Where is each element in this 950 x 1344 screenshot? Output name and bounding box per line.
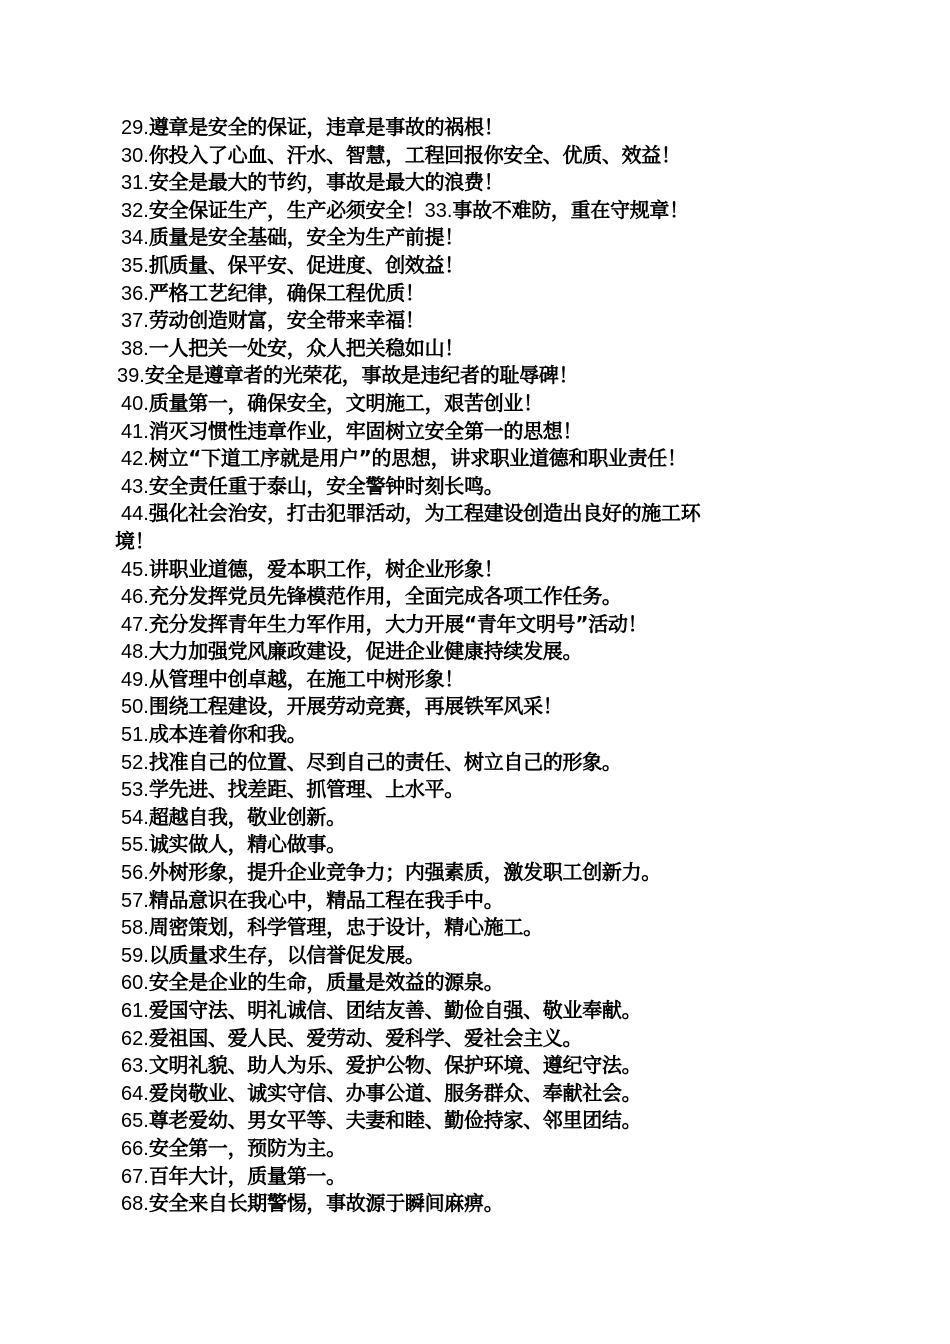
item-text: 安全保证生产，生产必须安全！ xyxy=(148,197,425,222)
list-item xyxy=(115,1135,845,1163)
item-number: 61. xyxy=(121,1000,149,1022)
item-text: 精品意识在我心中，精品工程在我手中。 xyxy=(148,887,504,912)
list-item xyxy=(115,859,845,887)
item-number: 38. xyxy=(121,337,149,360)
list-item xyxy=(115,252,845,280)
list-item xyxy=(115,169,845,197)
list-item xyxy=(115,666,845,694)
item-number: 62. xyxy=(121,1027,149,1050)
list-item xyxy=(115,528,845,556)
list-item xyxy=(115,473,845,501)
list-item xyxy=(115,1025,845,1053)
item-number: 54. xyxy=(121,806,149,829)
item-text: 成本连着你和我。 xyxy=(148,722,307,747)
item-number: 53. xyxy=(121,779,149,802)
item-number: 44. xyxy=(121,503,149,526)
item-text: 爱岗敬业、诚实守信、办事公道、服务群众、奉献社会。 xyxy=(148,1080,642,1105)
item-text: 强化社会治安，打击犯罪活动，为工程建设创造出良好的施工环 xyxy=(148,501,701,526)
list-item xyxy=(115,114,845,142)
item-text: 质量是安全基础，安全为生产前提！ xyxy=(148,225,465,250)
item-number: 51. xyxy=(121,724,149,747)
list-item xyxy=(115,749,845,777)
item-text: 境！ xyxy=(115,528,155,553)
item-number: 59. xyxy=(121,944,149,967)
list-item xyxy=(115,969,845,997)
list-item xyxy=(115,418,845,446)
list-item xyxy=(115,197,845,225)
item-text: 周密策划，科学管理，忠于设计，精心施工。 xyxy=(148,915,543,940)
list-item xyxy=(115,693,845,721)
item-number: 46. xyxy=(121,586,149,609)
item-number: 40. xyxy=(121,392,149,415)
item-text: 质量第一，确保安全，文明施工，艰苦创业！ xyxy=(148,390,543,415)
item-text: 消灭习惯性违章作业，牢固树立安全第一的思想！ xyxy=(148,418,583,443)
item-text: 外树形象，提升企业竞争力；内强素质，激发职工创新力。 xyxy=(148,860,662,885)
item-text: 严格工艺纪律，确保工程优质！ xyxy=(148,280,425,305)
item-text: 爱国守法、明礼诚信、团结友善、勤俭自强、敬业奉献。 xyxy=(148,998,642,1022)
list-item xyxy=(115,307,845,335)
list-item xyxy=(115,721,845,749)
item-number: 39. xyxy=(117,365,145,388)
item-text: 找准自己的位置、尽到自己的责任、树立自己的形象。 xyxy=(148,749,622,774)
list-item xyxy=(115,224,845,252)
item-number: 29. xyxy=(121,117,149,139)
item-text: 充分发挥青年生力军作用，大力开展“青年文明号”活动！ xyxy=(148,611,648,636)
item-number: 58. xyxy=(121,917,149,940)
item-number: 63. xyxy=(121,1055,149,1078)
item-number: 30. xyxy=(121,144,149,167)
item-number: 47. xyxy=(121,613,149,636)
item-number: 35. xyxy=(121,254,149,277)
list-item xyxy=(115,942,845,970)
item-number: 36. xyxy=(121,282,149,305)
list-item xyxy=(115,997,845,1025)
list-item xyxy=(115,1163,845,1191)
list-item xyxy=(115,362,845,390)
item-number: 56. xyxy=(121,862,149,885)
item-text: 事故不难防，重在守规章！ xyxy=(452,197,689,222)
list-item xyxy=(115,1190,845,1218)
list-item xyxy=(115,914,845,942)
item-number: 49. xyxy=(121,668,149,691)
item-number: 52. xyxy=(121,751,149,774)
list-item xyxy=(115,335,845,363)
item-text: 安全来自长期警惕，事故源于瞬间麻痹。 xyxy=(148,1191,504,1216)
item-number: 45. xyxy=(121,558,149,581)
item-text: 遵章是安全的保证，违章是事故的祸根！ xyxy=(148,115,504,139)
item-text: 一人把关一处安，众人把关稳如山！ xyxy=(148,335,465,360)
item-number: 57. xyxy=(121,889,149,912)
item-text: 学先进、找差距、抓管理、上水平。 xyxy=(148,777,465,802)
item-number: 37. xyxy=(121,310,149,333)
item-text: 诚实做人，精心做事。 xyxy=(148,832,346,857)
item-number: 68. xyxy=(121,1193,149,1216)
item-text: 安全第一，预防为主。 xyxy=(148,1135,346,1160)
item-number: 42. xyxy=(121,448,149,471)
list-item xyxy=(115,804,845,832)
list-item xyxy=(115,445,845,473)
item-text: 从管理中创卓越，在施工中树形象！ xyxy=(148,666,465,691)
list-item xyxy=(115,1107,845,1135)
item-text: 以质量求生存，以信誉促发展。 xyxy=(148,942,425,967)
item-number: 60. xyxy=(121,972,149,995)
item-text: 尊老爱幼、男女平等、夫妻和睦、勤俭持家、邻里团结。 xyxy=(148,1108,642,1133)
item-text: 文明礼貌、助人为乐、爱护公物、保护环境、遵纪守法。 xyxy=(148,1053,642,1078)
list-item xyxy=(115,638,845,666)
item-number: 32. xyxy=(121,199,149,222)
item-number: 48. xyxy=(121,641,149,664)
item-text: 抓质量、保平安、促进度、创效益！ xyxy=(148,252,465,277)
item-text: 大力加强党风廉政建设，促进企业健康持续发展。 xyxy=(148,639,583,664)
item-text: 超越自我，敬业创新。 xyxy=(148,804,346,829)
item-text: 安全是最大的节约，事故是最大的浪费！ xyxy=(148,170,504,195)
item-text: 你投入了心血、汗水、智慧，工程回报你安全、优质、效益！ xyxy=(148,142,681,167)
list-item xyxy=(115,611,845,639)
item-number: 55. xyxy=(121,834,149,857)
item-number: 33. xyxy=(424,199,453,222)
list-item xyxy=(115,776,845,804)
list-item xyxy=(115,1080,845,1108)
item-number: 41. xyxy=(121,420,149,443)
item-number: 64. xyxy=(121,1082,149,1105)
list-item xyxy=(115,831,845,859)
item-text: 安全是遵章者的光荣花，事故是违纪者的耻辱碑！ xyxy=(144,363,579,388)
item-number: 34. xyxy=(121,227,149,250)
item-text: 充分发挥党员先锋模范作用，全面完成各项工作任务。 xyxy=(148,584,622,609)
item-number: 43. xyxy=(121,475,149,498)
item-text: 劳动创造财富，安全带来幸福！ xyxy=(148,308,425,333)
item-text: 树立“下道工序就是用户”的思想，讲求职业道德和职业责任！ xyxy=(148,446,687,471)
list-item xyxy=(115,1052,845,1080)
item-text: 讲职业道德，爱本职工作，树企业形象！ xyxy=(148,556,504,581)
list-item xyxy=(115,390,845,418)
item-number: 65. xyxy=(121,1110,149,1133)
list-item xyxy=(115,142,845,170)
item-text: 安全是企业的生命，质量是效益的源泉。 xyxy=(148,970,504,995)
list-item xyxy=(115,280,845,308)
item-text: 爱祖国、爱人民、爱劳动、爱科学、爱社会主义。 xyxy=(148,1025,583,1050)
item-number: 50. xyxy=(121,696,149,719)
item-text: 围绕工程建设，开展劳动竞赛，再展铁军风采！ xyxy=(148,694,563,719)
item-number: 31. xyxy=(121,172,149,195)
item-text: 安全责任重于泰山，安全警钟时刻长鸣。 xyxy=(148,473,504,498)
item-text: 百年大计，质量第一。 xyxy=(148,1163,346,1188)
item-number: 66. xyxy=(121,1137,149,1160)
item-number: 67. xyxy=(121,1165,149,1188)
list-item xyxy=(115,583,845,611)
list-item xyxy=(115,556,845,584)
list-item xyxy=(115,887,845,915)
list-item xyxy=(115,500,845,528)
slogan-list xyxy=(115,114,845,1218)
